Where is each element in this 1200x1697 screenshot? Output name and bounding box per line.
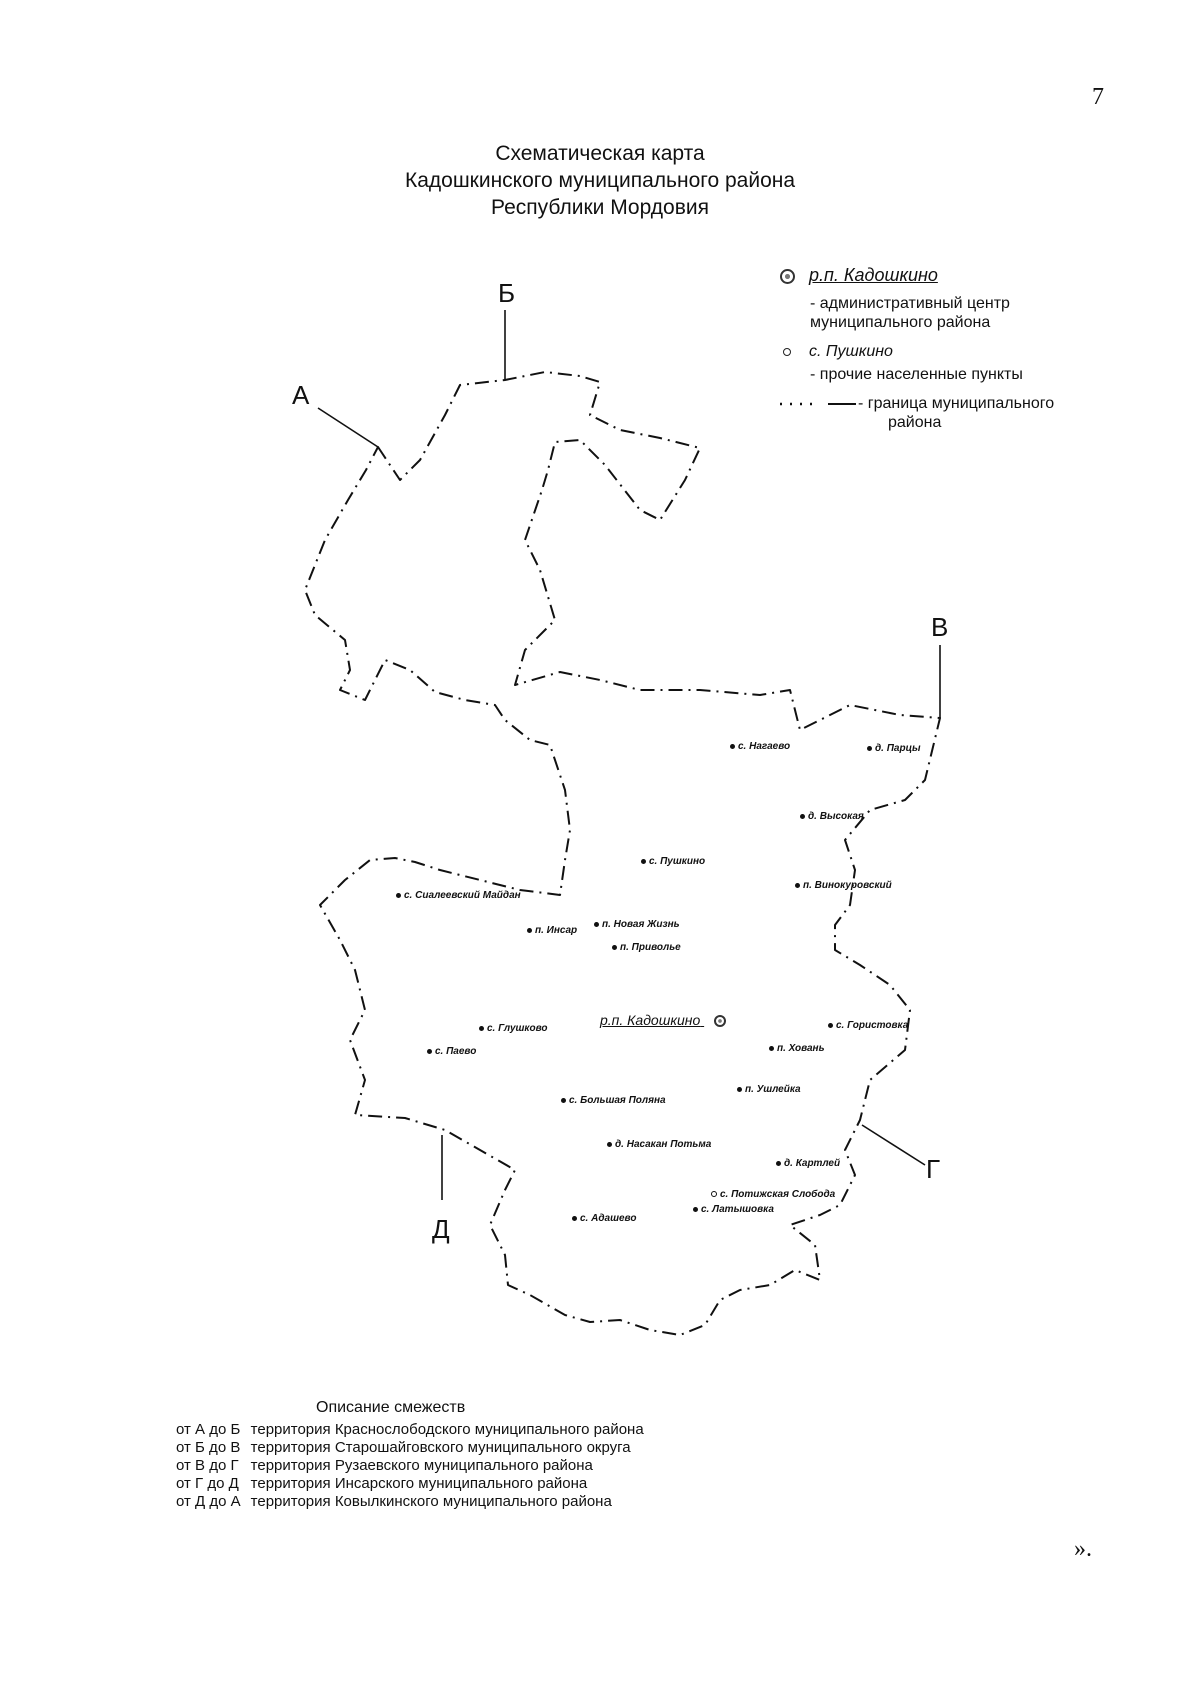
legend-center-desc-1: - административный центр: [810, 295, 1010, 312]
settlement-goristovka: с. Гористовка: [828, 1020, 908, 1031]
settlement-khovan: п. Ховань: [769, 1043, 825, 1054]
settlement-latyshovka: с. Латышовка: [693, 1204, 774, 1215]
table-row: [176, 1457, 654, 1475]
center-marker-icon: [714, 1015, 726, 1027]
adjacency-text: территория Ковылкинского муниципального района: [250, 1493, 612, 1510]
settlement-partsy: д. Парцы: [867, 743, 921, 754]
legend-center-name: р.п. Кадошкино: [809, 265, 938, 285]
settlement-novaya-zhizn: п. Новая Жизнь: [594, 919, 680, 930]
title-line-3: Республики Мордовия: [491, 196, 709, 219]
legend-border-desc-1: - граница муниципального: [858, 395, 1055, 412]
adjacency-title: Описание смежеств: [316, 1399, 466, 1416]
settlement-symbol-icon: [783, 348, 791, 356]
label-d: Д: [432, 1214, 450, 1244]
adjacency-text: территория Краснослободского муниципального района: [250, 1421, 644, 1438]
settlement-nasakan-potma: д. Насакан Потьма: [607, 1139, 711, 1150]
adjacency-text: территория Инсарского муниципального района: [250, 1475, 588, 1492]
settlement-pushkino: с. Пушкино: [641, 856, 705, 867]
title-line-1: Схематическая карта: [495, 142, 705, 165]
settlement-potizhskaya-sloboda: с. Потижская Слобода: [711, 1189, 835, 1200]
title-line-2: Кадошкинского муниципального района: [404, 169, 796, 192]
border-line-icon: [780, 394, 858, 413]
settlement-vinokurovsky: п. Винокуровский: [795, 880, 892, 891]
adjacency-range: от Д до А: [176, 1493, 241, 1510]
settlement-ushleyka: п. Ушлейка: [737, 1084, 801, 1095]
page-number: 7: [1092, 84, 1104, 110]
settlement-sivoleevsky: с. Сиалеевский Майдан: [396, 890, 521, 901]
settlement-glushkovo: с. Глушково: [479, 1023, 548, 1034]
settlement-insar: п. Инсар: [527, 925, 577, 936]
table-row: [176, 1421, 654, 1439]
adjacency-range: от А до Б: [176, 1421, 241, 1438]
adjacency-text: территория Рузаевского муниципального района: [250, 1457, 593, 1474]
table-row: [176, 1439, 654, 1457]
legend-other-desc: - прочие населенные пункты: [810, 366, 1023, 383]
label-g: Г: [926, 1154, 941, 1184]
adjacency-description: [176, 1399, 654, 1511]
label-a: А: [292, 380, 310, 410]
label-b: Б: [498, 278, 516, 308]
leader-a: [318, 408, 378, 447]
legend-center-desc-2: муниципального района: [810, 314, 991, 331]
settlement-kadoshkino: р.п. Кадошкино: [600, 1012, 726, 1028]
settlement-privolye: п. Приволье: [612, 942, 681, 953]
adjacency-range: от В до Г: [176, 1457, 239, 1474]
adjacency-range: от Г до Д: [176, 1475, 239, 1492]
settlement-kartley: д. Картлей: [776, 1158, 840, 1169]
settlement-vysokaya: д. Высокая: [800, 811, 864, 822]
legend-other-name: с. Пушкино: [809, 343, 893, 360]
legend-border: [780, 394, 1110, 413]
center-symbol-icon: [780, 269, 795, 284]
legend-other: [780, 342, 1110, 361]
table-row: [176, 1493, 654, 1511]
leader-g: [862, 1125, 925, 1165]
legend-border-desc-2: района: [888, 414, 942, 432]
legend-center: [780, 266, 1110, 286]
label-v: В: [931, 612, 949, 642]
adjacency-range: от Б до В: [176, 1439, 241, 1456]
district-boundary: [305, 372, 940, 1335]
table-row: [176, 1475, 654, 1493]
settlement-paevo: с. Паево: [427, 1046, 476, 1057]
settlement-bolshaya-polyana: с. Большая Поляна: [561, 1095, 666, 1106]
settlement-adashevo: с. Адашево: [572, 1213, 636, 1224]
adjacency-table: [176, 1421, 654, 1511]
closing-quote-mark: ».: [1074, 1536, 1092, 1562]
adjacency-text: территория Старошайговского муниципального округа: [250, 1439, 631, 1456]
settlement-nagaevo: с. Нагаево: [730, 741, 790, 752]
map-legend: [780, 266, 1110, 432]
